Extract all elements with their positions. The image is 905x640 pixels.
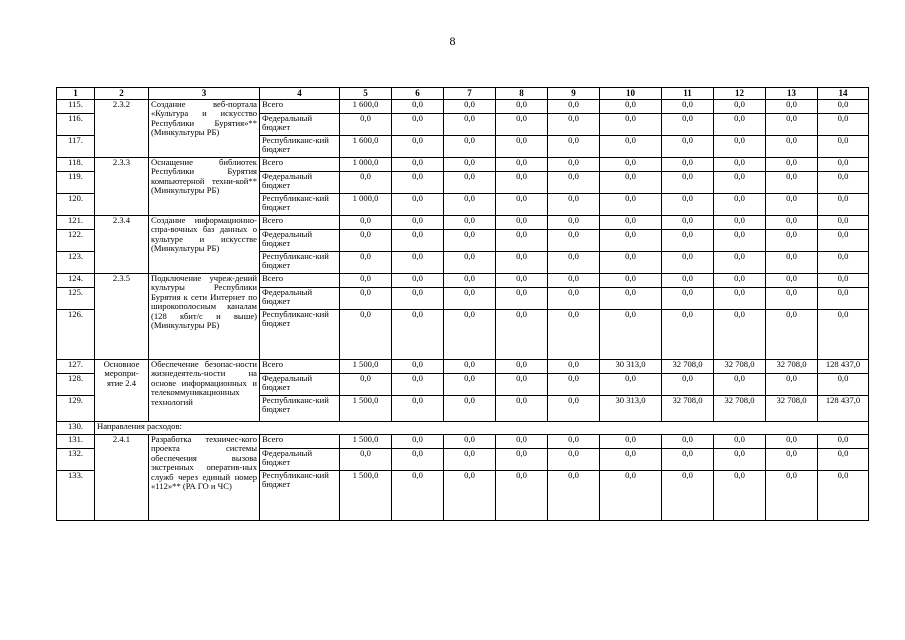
amount-cell: 32 708,0 [766,360,818,374]
amount-cell: 0,0 [662,471,714,521]
row-number: 126. [57,310,95,360]
measure-code: 2.3.3 [95,158,149,216]
row-number: 123. [57,252,95,274]
amount-cell: 0,0 [548,288,600,310]
amount-cell: 0,0 [662,230,714,252]
funding-source: Республиканс-кий бюджет [260,252,340,274]
amount-cell: 0,0 [662,449,714,471]
amount-cell: 0,0 [766,449,818,471]
amount-cell: 0,0 [340,449,392,471]
amount-cell: 0,0 [714,216,766,230]
amount-cell: 0,0 [714,100,766,114]
amount-cell: 0,0 [662,374,714,396]
amount-cell: 0,0 [818,310,869,360]
column-header: 14 [818,88,869,100]
amount-cell: 0,0 [818,252,869,274]
amount-cell: 0,0 [818,158,869,172]
amount-cell: 0,0 [818,114,869,136]
table-row [57,216,869,230]
measure-description: Создание информационно-спра-вочных баз данных о культуре и искусстве (Минкультуры РБ) [149,216,260,274]
amount-cell: 1 600,0 [340,136,392,158]
amount-cell: 1 500,0 [340,396,392,422]
amount-cell: 0,0 [766,230,818,252]
column-header: 9 [548,88,600,100]
measure-code: Основное меропри-ятие 2.4 [95,360,149,422]
amount-cell: 0,0 [766,274,818,288]
column-header: 8 [496,88,548,100]
table-body [57,100,869,521]
amount-cell: 0,0 [600,435,662,449]
amount-cell: 0,0 [714,158,766,172]
row-number: 119. [57,172,95,194]
amount-cell: 0,0 [392,158,444,172]
amount-cell: 0,0 [662,172,714,194]
amount-cell: 0,0 [548,158,600,172]
amount-cell: 1 000,0 [340,194,392,216]
amount-cell: 1 000,0 [340,158,392,172]
amount-cell: 0,0 [766,435,818,449]
amount-cell: 0,0 [392,374,444,396]
table-row [57,100,869,114]
amount-cell: 0,0 [444,360,496,374]
amount-cell: 0,0 [496,471,548,521]
amount-cell: 0,0 [662,274,714,288]
amount-cell: 0,0 [392,310,444,360]
row-number: 129. [57,396,95,422]
funding-source: Республиканс-кий бюджет [260,471,340,521]
measure-description: Разработка техничес-кого проекта системы обеспечения вызова экстренных оператив-ных служб через единый номер «112»** (РА ГО и ЧС) [149,435,260,521]
amount-cell: 0,0 [818,230,869,252]
amount-cell: 0,0 [392,230,444,252]
column-header: 4 [260,88,340,100]
funding-source: Всего [260,274,340,288]
amount-cell: 0,0 [600,471,662,521]
amount-cell: 0,0 [392,194,444,216]
amount-cell: 0,0 [766,252,818,274]
row-number: 125. [57,288,95,310]
amount-cell: 0,0 [818,216,869,230]
row-number: 116. [57,114,95,136]
row-number: 118. [57,158,95,172]
amount-cell: 0,0 [662,288,714,310]
amount-cell: 0,0 [444,288,496,310]
amount-cell: 0,0 [714,435,766,449]
amount-cell: 0,0 [548,274,600,288]
amount-cell: 0,0 [496,435,548,449]
column-header: 11 [662,88,714,100]
amount-cell: 0,0 [496,172,548,194]
amount-cell: 0,0 [548,230,600,252]
amount-cell: 0,0 [714,310,766,360]
amount-cell: 0,0 [392,435,444,449]
amount-cell: 0,0 [766,374,818,396]
amount-cell: 0,0 [496,274,548,288]
funding-source: Всего [260,360,340,374]
amount-cell: 0,0 [714,194,766,216]
amount-cell: 0,0 [600,216,662,230]
header-row [57,88,869,100]
amount-cell: 0,0 [340,274,392,288]
amount-cell: 0,0 [600,374,662,396]
funding-source: Всего [260,435,340,449]
funding-source: Федеральный бюджет [260,449,340,471]
amount-cell: 0,0 [766,114,818,136]
amount-cell: 0,0 [600,100,662,114]
amount-cell: 0,0 [600,136,662,158]
amount-cell: 0,0 [548,449,600,471]
direction-label: Направления расходов: [95,422,869,435]
amount-cell: 0,0 [548,252,600,274]
amount-cell: 0,0 [600,274,662,288]
amount-cell: 0,0 [662,158,714,172]
amount-cell: 0,0 [818,274,869,288]
amount-cell: 0,0 [818,288,869,310]
measure-code: 2.3.4 [95,216,149,274]
amount-cell: 0,0 [496,396,548,422]
table-row [57,274,869,288]
amount-cell: 0,0 [444,114,496,136]
amount-cell: 0,0 [600,449,662,471]
amount-cell: 0,0 [340,252,392,274]
amount-cell: 0,0 [444,136,496,158]
row-number: 120. [57,194,95,216]
amount-cell: 0,0 [600,158,662,172]
amount-cell: 0,0 [662,310,714,360]
row-number: 115. [57,100,95,114]
amount-cell: 32 708,0 [662,396,714,422]
amount-cell: 128 437,0 [818,396,869,422]
amount-cell: 0,0 [444,194,496,216]
amount-cell: 0,0 [662,100,714,114]
amount-cell: 0,0 [444,274,496,288]
amount-cell: 0,0 [496,100,548,114]
amount-cell: 0,0 [818,471,869,521]
amount-cell: 0,0 [340,288,392,310]
amount-cell: 0,0 [444,230,496,252]
column-header: 3 [149,88,260,100]
amount-cell: 0,0 [662,136,714,158]
amount-cell: 0,0 [818,435,869,449]
amount-cell: 0,0 [496,158,548,172]
amount-cell: 0,0 [818,136,869,158]
amount-cell: 0,0 [392,100,444,114]
funding-source: Всего [260,158,340,172]
amount-cell: 0,0 [600,114,662,136]
amount-cell: 0,0 [392,288,444,310]
amount-cell: 0,0 [392,136,444,158]
row-number: 122. [57,230,95,252]
amount-cell: 0,0 [340,114,392,136]
amount-cell: 0,0 [818,194,869,216]
amount-cell: 0,0 [392,216,444,230]
amount-cell: 0,0 [392,471,444,521]
amount-cell: 0,0 [392,172,444,194]
funding-source: Республиканс-кий бюджет [260,194,340,216]
amount-cell: 0,0 [662,435,714,449]
amount-cell: 0,0 [444,252,496,274]
amount-cell: 32 708,0 [714,396,766,422]
amount-cell: 30 313,0 [600,396,662,422]
direction-row [57,422,869,435]
amount-cell: 0,0 [340,216,392,230]
table-row [57,435,869,449]
measure-description: Оснащение библиотек Республики Бурятия компьютерной техни-кой** (Минкультуры РБ) [149,158,260,216]
amount-cell: 0,0 [766,100,818,114]
column-header: 2 [95,88,149,100]
funding-source: Республиканс-кий бюджет [260,310,340,360]
amount-cell: 0,0 [548,216,600,230]
amount-cell: 0,0 [392,274,444,288]
amount-cell: 0,0 [600,194,662,216]
amount-cell: 0,0 [392,114,444,136]
amount-cell: 0,0 [496,252,548,274]
row-number: 128. [57,374,95,396]
column-header: 1 [57,88,95,100]
amount-cell: 0,0 [548,374,600,396]
amount-cell: 0,0 [548,114,600,136]
measure-code: 2.3.2 [95,100,149,158]
amount-cell: 0,0 [392,449,444,471]
amount-cell: 0,0 [548,172,600,194]
column-header: 6 [392,88,444,100]
amount-cell: 0,0 [662,216,714,230]
row-number: 133. [57,471,95,521]
amount-cell: 0,0 [600,310,662,360]
amount-cell: 0,0 [340,310,392,360]
amount-cell: 0,0 [714,274,766,288]
amount-cell: 0,0 [548,310,600,360]
amount-cell: 0,0 [818,172,869,194]
amount-cell: 0,0 [714,252,766,274]
funding-source: Республиканс-кий бюджет [260,136,340,158]
column-header: 7 [444,88,496,100]
amount-cell: 0,0 [766,216,818,230]
amount-cell: 0,0 [496,288,548,310]
amount-cell: 0,0 [548,360,600,374]
amount-cell: 0,0 [766,194,818,216]
amount-cell: 0,0 [662,252,714,274]
amount-cell: 0,0 [392,396,444,422]
amount-cell: 0,0 [600,288,662,310]
amount-cell: 0,0 [714,471,766,521]
amount-cell: 0,0 [496,216,548,230]
funding-source: Всего [260,216,340,230]
amount-cell: 0,0 [714,288,766,310]
funding-source: Федеральный бюджет [260,172,340,194]
page-number: 8 [449,34,456,48]
amount-cell: 0,0 [714,374,766,396]
amount-cell: 0,0 [444,216,496,230]
amount-cell: 0,0 [714,172,766,194]
column-header: 13 [766,88,818,100]
amount-cell: 0,0 [444,172,496,194]
amount-cell: 32 708,0 [662,360,714,374]
amount-cell: 0,0 [548,194,600,216]
amount-cell: 0,0 [444,158,496,172]
amount-cell: 0,0 [600,230,662,252]
amount-cell: 1 600,0 [340,100,392,114]
measure-code: 2.3.5 [95,274,149,360]
funding-source: Всего [260,100,340,114]
row-number: 131. [57,435,95,449]
funding-source: Федеральный бюджет [260,374,340,396]
amount-cell: 32 708,0 [766,396,818,422]
amount-cell: 0,0 [444,396,496,422]
amount-cell: 0,0 [818,374,869,396]
amount-cell: 0,0 [392,360,444,374]
amount-cell: 0,0 [496,194,548,216]
table-row [57,158,869,172]
column-header: 10 [600,88,662,100]
amount-cell: 0,0 [600,172,662,194]
amount-cell: 32 708,0 [714,360,766,374]
funding-source: Федеральный бюджет [260,288,340,310]
amount-cell: 0,0 [444,100,496,114]
amount-cell: 0,0 [444,471,496,521]
amount-cell: 0,0 [600,252,662,274]
amount-cell: 0,0 [444,374,496,396]
amount-cell: 0,0 [340,374,392,396]
amount-cell: 0,0 [444,310,496,360]
row-number: 130. [57,422,95,435]
amount-cell: 0,0 [662,114,714,136]
amount-cell: 1 500,0 [340,360,392,374]
column-header: 5 [340,88,392,100]
amount-cell: 0,0 [662,194,714,216]
amount-cell: 0,0 [392,252,444,274]
amount-cell: 1 500,0 [340,435,392,449]
amount-cell: 0,0 [548,396,600,422]
amount-cell: 0,0 [714,136,766,158]
amount-cell: 0,0 [714,230,766,252]
budget-table [56,87,869,521]
amount-cell: 30 313,0 [600,360,662,374]
amount-cell: 0,0 [548,136,600,158]
amount-cell: 0,0 [496,449,548,471]
amount-cell: 0,0 [444,435,496,449]
amount-cell: 0,0 [766,172,818,194]
amount-cell: 0,0 [714,449,766,471]
amount-cell: 0,0 [766,158,818,172]
amount-cell: 0,0 [496,360,548,374]
amount-cell: 0,0 [496,374,548,396]
amount-cell: 0,0 [766,471,818,521]
amount-cell: 0,0 [766,310,818,360]
amount-cell: 0,0 [714,114,766,136]
row-number: 124. [57,274,95,288]
funding-source: Федеральный бюджет [260,230,340,252]
amount-cell: 0,0 [340,230,392,252]
amount-cell: 0,0 [340,172,392,194]
column-header: 12 [714,88,766,100]
amount-cell: 0,0 [818,100,869,114]
measure-code: 2.4.1 [95,435,149,521]
amount-cell: 0,0 [818,449,869,471]
funding-source: Республиканс-кий бюджет [260,396,340,422]
amount-cell: 0,0 [496,310,548,360]
amount-cell: 0,0 [548,100,600,114]
amount-cell: 0,0 [496,114,548,136]
row-number: 127. [57,360,95,374]
measure-description: Создание веб-портала «Культура и искусство Республики Бурятия»** (Минкультуры РБ) [149,100,260,158]
amount-cell: 0,0 [548,435,600,449]
amount-cell: 0,0 [444,449,496,471]
measure-description: Подключение учреж-дений культуры Республики Бурятия к сети Интернет по широкополосным каналам (128 кбит/с и выше) (Минкультуры РБ) [149,274,260,360]
amount-cell: 0,0 [496,136,548,158]
table-row [57,360,869,374]
row-number: 117. [57,136,95,158]
row-number: 132. [57,449,95,471]
amount-cell: 0,0 [548,471,600,521]
amount-cell: 0,0 [496,230,548,252]
amount-cell: 0,0 [766,136,818,158]
amount-cell: 128 437,0 [818,360,869,374]
amount-cell: 1 500,0 [340,471,392,521]
measure-description: Обеспечение безопас-ности жизнедеятель-ности на основе информационных и телекоммуникационных технологий [149,360,260,422]
amount-cell: 0,0 [766,288,818,310]
funding-source: Федеральный бюджет [260,114,340,136]
row-number: 121. [57,216,95,230]
